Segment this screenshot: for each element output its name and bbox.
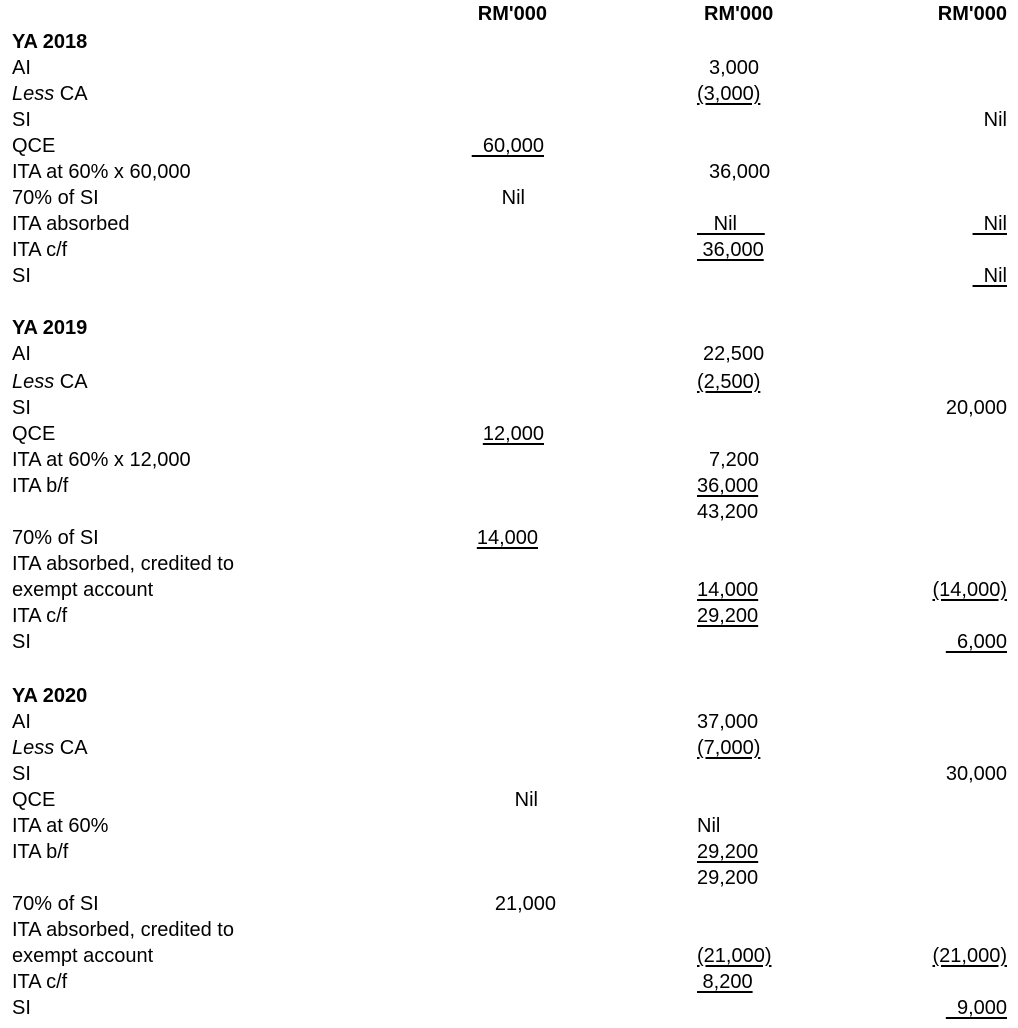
col2-value: 36,000 bbox=[697, 475, 759, 497]
row-label: ITA c/f bbox=[12, 239, 68, 261]
row-label bbox=[12, 735, 88, 761]
col2-value: 8,200 bbox=[697, 971, 753, 993]
table-row bbox=[0, 369, 1018, 395]
row-label: ITA at 60% bbox=[12, 815, 109, 837]
table-row bbox=[0, 55, 1018, 81]
table-row bbox=[0, 499, 1018, 525]
table-row bbox=[0, 839, 1018, 865]
col2-value: (21,000) bbox=[697, 945, 772, 967]
col1-value: 21,000 bbox=[494, 893, 556, 915]
row-label-text: CA bbox=[54, 83, 88, 105]
row-label-italic: Less bbox=[12, 737, 55, 759]
col3-value: (14,000) bbox=[932, 579, 1007, 601]
col2-value: 43,200 bbox=[697, 501, 759, 523]
col1-value: Nil bbox=[501, 187, 525, 209]
table-row bbox=[0, 341, 1018, 367]
col2-value: 29,200 bbox=[697, 605, 759, 627]
col3-value: (21,000) bbox=[932, 945, 1007, 967]
column-header-1: RM'000 bbox=[477, 3, 547, 25]
col3-value: Nil bbox=[972, 265, 1007, 287]
row-label: ITA b/f bbox=[12, 475, 69, 497]
table-row bbox=[0, 447, 1018, 473]
col2-value: 29,200 bbox=[697, 841, 759, 863]
table-row bbox=[0, 969, 1018, 995]
col2-value: (3,000) bbox=[697, 83, 761, 105]
row-label: ITA at 60% x 12,000 bbox=[12, 449, 191, 471]
col2-value: (2,500) bbox=[697, 371, 761, 393]
section-title: YA 2018 bbox=[12, 31, 88, 53]
row-label: ITA c/f bbox=[12, 971, 68, 993]
col1-value: 12,000 bbox=[482, 423, 544, 445]
row-label: SI bbox=[12, 109, 31, 131]
row-label bbox=[12, 369, 88, 395]
col2-value: 3,000 bbox=[709, 57, 760, 79]
table-row bbox=[0, 995, 1018, 1021]
col3-value: Nil bbox=[983, 109, 1007, 131]
col2-value: 14,000 bbox=[697, 579, 759, 601]
row-label bbox=[12, 81, 88, 107]
table-row bbox=[0, 891, 1018, 917]
row-label: ITA c/f bbox=[12, 605, 68, 627]
row-label: 70% of SI bbox=[12, 527, 99, 549]
table-row bbox=[0, 629, 1018, 655]
row-label: 70% of SI bbox=[12, 893, 99, 915]
table-row bbox=[0, 917, 1018, 943]
row-label-italic: Less bbox=[12, 83, 55, 105]
table-row bbox=[0, 211, 1018, 237]
col2-value: 36,000 bbox=[709, 161, 771, 183]
table-row bbox=[0, 761, 1018, 787]
column-header-2: RM'000 bbox=[704, 3, 774, 25]
col3-value: 30,000 bbox=[945, 763, 1007, 785]
col2-value: Nil bbox=[697, 213, 765, 235]
table-row bbox=[0, 421, 1018, 447]
row-label: AI bbox=[12, 711, 31, 733]
table-row bbox=[0, 81, 1018, 107]
col1-value: 14,000 bbox=[476, 527, 538, 549]
row-label-text: CA bbox=[54, 371, 88, 393]
table-row bbox=[0, 603, 1018, 629]
row-label: SI bbox=[12, 631, 31, 653]
col1-value: 60,000 bbox=[471, 135, 544, 157]
table-row bbox=[0, 813, 1018, 839]
table-row bbox=[0, 159, 1018, 185]
row-label: SI bbox=[12, 397, 31, 419]
row-label: SI bbox=[12, 265, 31, 287]
col3-value: 6,000 bbox=[945, 631, 1007, 653]
row-label: exempt account bbox=[12, 579, 154, 601]
row-label: QCE bbox=[12, 789, 56, 811]
row-label: AI bbox=[12, 343, 31, 365]
section-title-ya2019 bbox=[0, 315, 1018, 341]
section-title-ya2020 bbox=[0, 683, 1018, 709]
col2-value: 29,200 bbox=[697, 867, 759, 889]
row-label: ITA b/f bbox=[12, 841, 69, 863]
section-title: YA 2019 bbox=[12, 317, 88, 339]
column-header-row bbox=[0, 1, 1018, 27]
table-row bbox=[0, 735, 1018, 761]
table-row bbox=[0, 577, 1018, 603]
col2-value: 37,000 bbox=[697, 711, 759, 733]
row-label: SI bbox=[12, 763, 31, 785]
table-row bbox=[0, 787, 1018, 813]
table-row bbox=[0, 263, 1018, 289]
table-row bbox=[0, 185, 1018, 211]
col2-value: (7,000) bbox=[697, 737, 761, 759]
col2-value: 7,200 bbox=[709, 449, 760, 471]
row-label: SI bbox=[12, 997, 31, 1019]
row-label: ITA absorbed, credited to bbox=[12, 553, 234, 575]
table-row bbox=[0, 709, 1018, 735]
row-label: ITA absorbed, credited to bbox=[12, 919, 234, 941]
col3-value: Nil bbox=[972, 213, 1007, 235]
row-label-italic: Less bbox=[12, 371, 55, 393]
row-label: AI bbox=[12, 57, 31, 79]
col3-value: 9,000 bbox=[945, 997, 1007, 1019]
row-label: QCE bbox=[12, 135, 56, 157]
table-row bbox=[0, 525, 1018, 551]
col1-value: Nil bbox=[514, 789, 538, 811]
row-label: 70% of SI bbox=[12, 187, 99, 209]
column-header-3: RM'000 bbox=[937, 3, 1007, 25]
row-label: ITA absorbed bbox=[12, 213, 130, 235]
col2-value: 22,500 bbox=[703, 343, 765, 365]
col2-value: Nil bbox=[697, 815, 721, 837]
row-label: exempt account bbox=[12, 945, 154, 967]
section-title: YA 2020 bbox=[12, 685, 88, 707]
col2-value: 36,000 bbox=[697, 239, 764, 261]
table-row bbox=[0, 865, 1018, 891]
table-row bbox=[0, 133, 1018, 159]
col3-value: 20,000 bbox=[945, 397, 1007, 419]
table-row bbox=[0, 237, 1018, 263]
row-label: ITA at 60% x 60,000 bbox=[12, 161, 191, 183]
row-label: QCE bbox=[12, 423, 56, 445]
table-row bbox=[0, 395, 1018, 421]
table-row bbox=[0, 473, 1018, 499]
table-row bbox=[0, 107, 1018, 133]
section-title-ya2018 bbox=[0, 29, 1018, 55]
table-row bbox=[0, 943, 1018, 969]
table-row bbox=[0, 551, 1018, 577]
row-label-text: CA bbox=[54, 737, 88, 759]
